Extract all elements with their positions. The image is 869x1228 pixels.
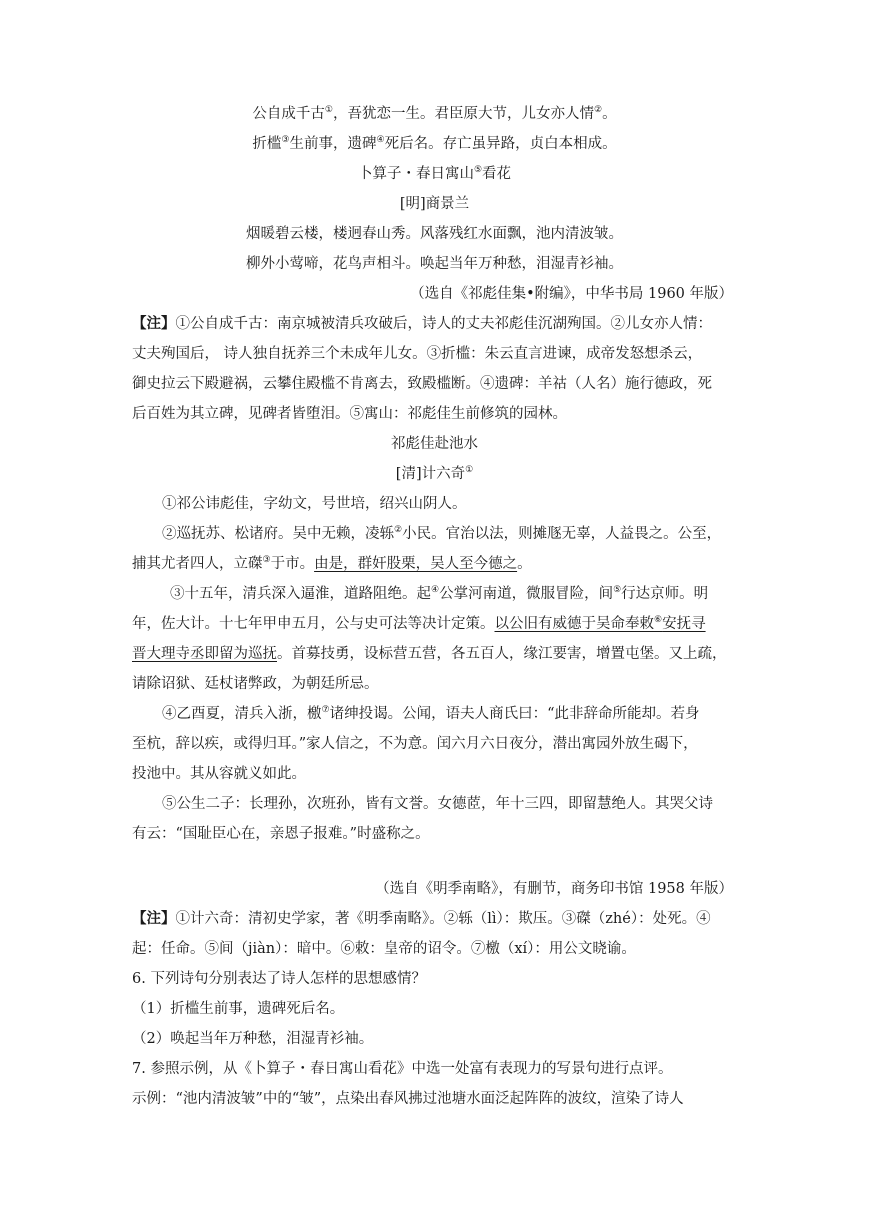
poem2-title: 卜算子・春日寓山⑤看花 xyxy=(357,165,512,182)
prose-paragraph-3-line3: 晋大理寺丞即留为巡抚。首募技勇，设标营五营，各五百人，缘江要害，增置屯堡。又上疏， xyxy=(132,646,727,662)
poem2-line1: 烟暖碧云楼，楼迥春山秀。风落残红水面飘，池内清波皱。 xyxy=(246,226,623,242)
prose-paragraph-4-line2: 至杭，辞以疾，或得归耳。”家人信之，不为意。闰六月六日夜分，潜出寓园外放生碣下， xyxy=(132,736,698,752)
prose-title: 祁彪佳赴池水 xyxy=(391,436,478,452)
poem2-line2: 柳外小莺啼，花鸟声相斗。唤起当年万种愁，泪湿青衫袖。 xyxy=(246,256,623,272)
underlined-sentence-2b: 安抚寻 xyxy=(662,616,706,632)
prose-paragraph-5-line2: 有云：“国耻臣心在，亲恩子报难。”时盛称之。 xyxy=(132,826,430,842)
prose-author: [清]计六奇① xyxy=(395,465,474,482)
poem1-line2: 折槛③生前事，遗碑④死后名。存亡虽异路，贞白本相成。 xyxy=(252,135,617,152)
prose-source: （选自《明季南略》，有删节，商务印书馆 1958 年版） xyxy=(375,881,733,897)
notes2-line2: 起：任命。⑤间（jiàn）：暗中。⑥敕：皇帝的诏令。⑦檄（xí）：用公文晓谕。 xyxy=(132,941,636,957)
prose-paragraph-2-line1: ②巡抚苏、松诸府。吴中无赖，凌轹②小民。官治以法，则摊豗无辜，人益畏之。公至， xyxy=(162,525,722,542)
notes1-line3: 御史拉云下殿避祸，云攀住殿槛不肯离去，致殿槛断。④遗碑：羊祜（人名）施行德政，死 xyxy=(132,376,712,392)
underlined-sentence-2a: 以公旧有威德于吴命奉敕 xyxy=(494,616,654,632)
prose-paragraph-1: ①祁公讳彪佳，字幼文，号世培，绍兴山阴人。 xyxy=(162,496,467,512)
underlined-sentence-1: 由是，群奸股栗，吴人至今德之 xyxy=(314,556,518,572)
prose-paragraph-4-line3: 投池中。其从容就义如此。 xyxy=(132,766,306,782)
notes1-line4: 后百姓为其立碑，见碑者皆堕泪。⑤寓山：祁彪佳生前修筑的园林。 xyxy=(132,406,567,422)
notes1-line2: 丈夫殉国后， 诗人独自抚养三个未成年儿女。③折槛：朱云直言进谏，成帝发怒想杀云， xyxy=(132,346,703,362)
prose-paragraph-3-line4: 请除诏狱、廷杖诸弊政，为朝廷所忌。 xyxy=(132,676,379,692)
prose-paragraph-5-line1: ⑤公生二子：长理孙，次班孙，皆有文誉。女德茝，年十三四，即留慧绝人。其哭父诗 xyxy=(162,796,713,812)
poem2-author: [明]商景兰 xyxy=(399,196,470,212)
question-7: 7. 参照示例，从《卜算子・春日寓山看花》中选一处富有表现力的写景句进行点评。 xyxy=(132,1061,673,1077)
question-6-item-2: （2）唤起当年万种愁，泪湿青衫袖。 xyxy=(132,1031,374,1047)
prose-paragraph-3-line1: ③十五年，清兵深入逼淮，道路阻绝。起④公掌河南道，微服冒险，间⑤行达京师。明 xyxy=(170,585,709,602)
poem1-line1: 公自成千古①，吾犹恋一生。君臣原大节，儿女亦人情②。 xyxy=(252,105,617,122)
underlined-sentence-2c: 晋大理寺丞即留为巡抚 xyxy=(132,646,277,662)
prose-paragraph-2-line2: 捕其尤者四人，立磔③于市。由是，群奸股栗，吴人至今德之。 xyxy=(132,555,532,572)
question-6-item-1: （1）折槛生前事，遗碑死后名。 xyxy=(132,1001,345,1017)
question-6: 6. 下列诗句分别表达了诗人怎样的思想感情？ xyxy=(132,971,426,987)
prose-paragraph-3-line2: 年，佐大计。十七年甲申五月，公与史可法等决计定策。以公旧有威德于吴命奉敕⑥安抚寻 xyxy=(132,615,706,632)
question-7-example: 示例：“池内清波皱”中的“皱”，点染出春风拂过池塘水面泛起阵阵的波纹，渲染了诗人 xyxy=(132,1091,684,1107)
poem2-source: （选自《祁彪佳集•附编》，中华书局 1960 年版） xyxy=(410,286,733,302)
prose-paragraph-4-line1: ④乙酉夏，清兵入浙，檄⑦诸绅投谒。公闻，语夫人商氏曰：“此非辞命所能却。若身 xyxy=(162,705,700,722)
notes2-line1: 【注】①计六奇：清初史学家，著《明季南略》。②轹（lì）：欺压。③磔（zhé）：处死。④ xyxy=(132,910,711,927)
notes1-line1: 【注】①公自成千古：南京城被清兵攻破后，诗人的丈夫祁彪佳沉湖殉国。②儿女亦人情： xyxy=(132,315,712,332)
